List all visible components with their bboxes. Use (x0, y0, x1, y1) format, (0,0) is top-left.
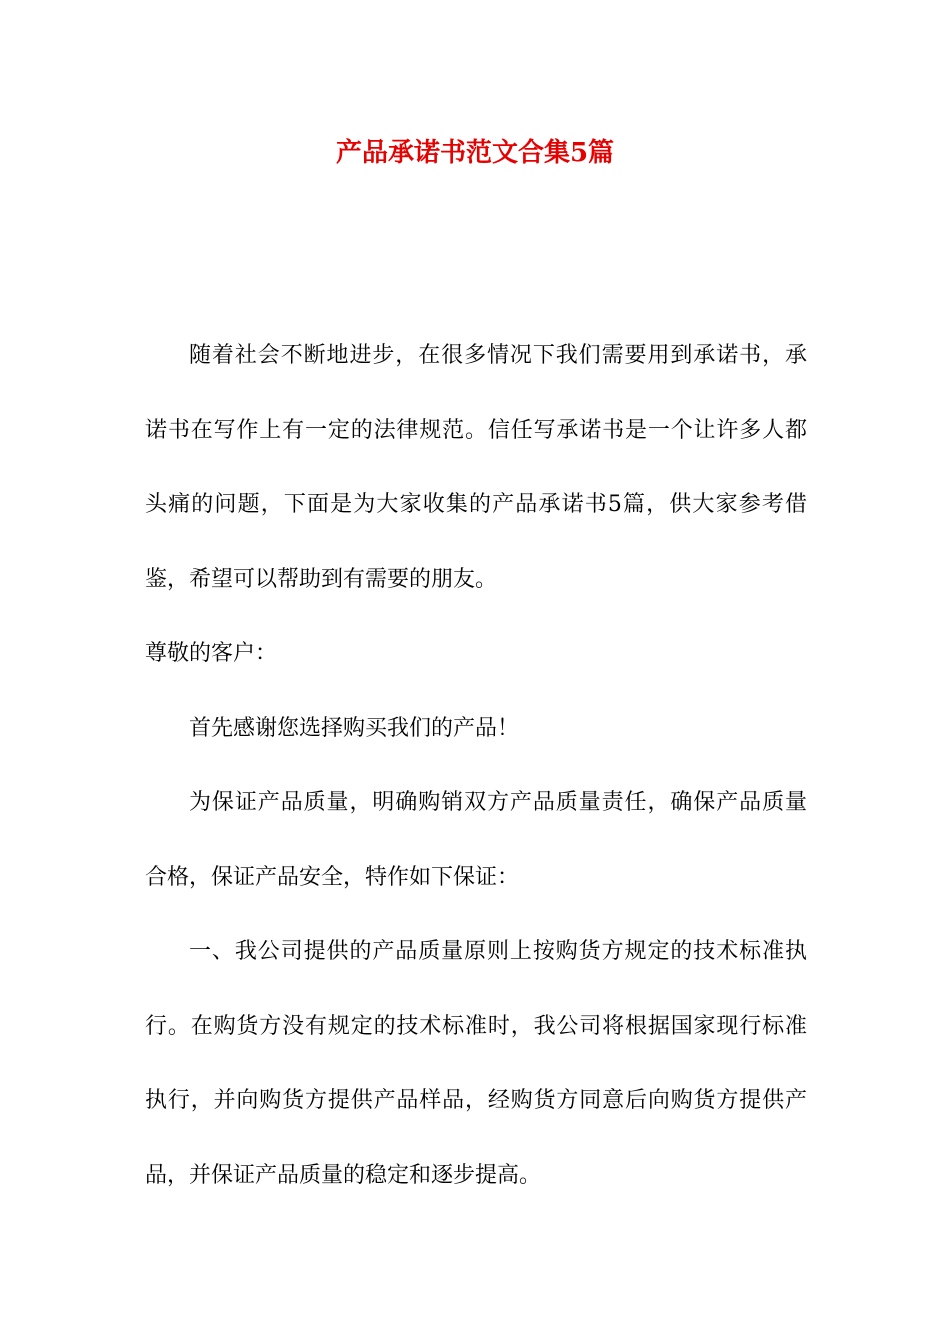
text-line: 诺书在写作上有一定的法律规范。信任写承诺书是一个让许多人都 (145, 417, 807, 443)
text-line: 一、我公司提供的产品质量原则上按购货方规定的技术标准执 (189, 939, 807, 964)
text-line: 随着社会不断地进步，在很多情况下我们需要用到承诺书，承 (189, 343, 807, 368)
text-line: 首先感谢您选择购买我们的产品！ (189, 715, 520, 741)
text-line: 为保证产品质量，明确购销双方产品质量责任，确保产品质量 (189, 790, 807, 815)
text-line: 执行，并向购货方提供产品样品，经购货方同意后向购货方提供产 (145, 1088, 807, 1113)
document-title: 产品承诺书范文合集5篇 (335, 138, 615, 168)
paragraph-intro (145, 319, 807, 617)
text-line: 合格，保证产品安全，特作如下保证： (145, 864, 520, 890)
text-line: 尊敬的客户： (145, 641, 278, 666)
text-line: 行。在购货方没有规定的技术标准时，我公司将根据国家现行标准 (145, 1013, 807, 1039)
text-line: 头痛的问题，下面是为大家收集的产品承诺书5篇，供大家参考借 (145, 492, 807, 517)
text-line: 鉴，希望可以帮助到有需要的朋友。 (145, 566, 498, 592)
paragraph-guarantee-intro (145, 766, 807, 915)
paragraph-thanks (145, 692, 807, 767)
text-line: 品，并保证产品质量的稳定和逐步提高。 (145, 1162, 542, 1188)
document-body (145, 319, 807, 1213)
paragraph-clause-one (145, 915, 807, 1213)
paragraph-salutation (145, 617, 807, 692)
